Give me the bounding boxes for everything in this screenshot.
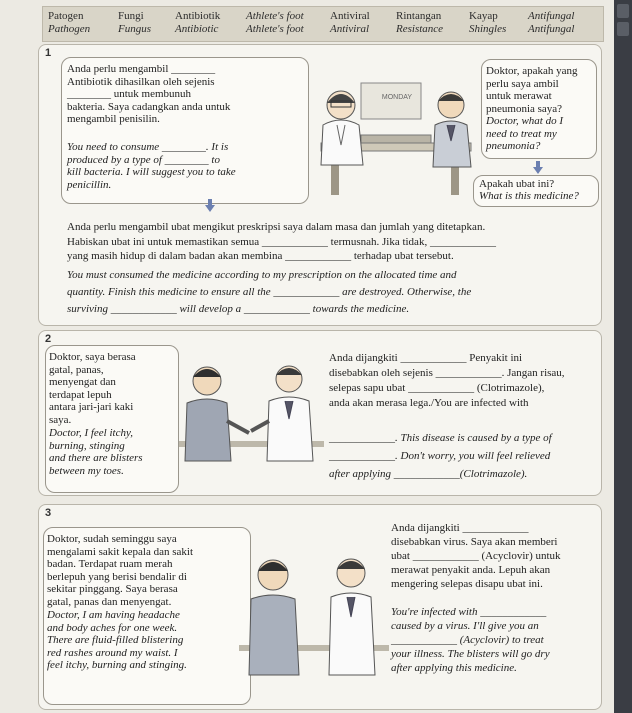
doctor-text: Anda perlu mengambil ________ Antibiotik dihasilkan oleh sejenis ________ untuk membunuh bakteria. Saya cadangkan anda untuk mengambil penisilin.	[67, 63, 231, 125]
word-bank-item: Fungi Fungus	[118, 10, 151, 35]
doctor-text: Anda dijangkiti ____________ disebabkan virus. Saya akan memberi ubat ____________ (Acyclovir) untuk merawat penyakit anda. Lepuh akan mengering selepas disapu ubat ini.	[391, 522, 561, 590]
svg-text:MONDAY: MONDAY	[381, 94, 413, 101]
patient-text-english: Doctor, I am having headache and body aches for one week. There are fluid-filled blistering red rashes around my waist. I feel itchy, burning and stinging.	[47, 609, 187, 671]
question-number: 3	[45, 507, 52, 519]
patient-text: Doktor, apakah yang perlu saya ambil untuk merawat pneumonia saya?	[486, 65, 578, 115]
patient-text-english: Doctor, I feel itchy, burning, stinging and there are blisters between my toes.	[49, 427, 143, 477]
patient-question: Apakah ubat ini?	[479, 178, 555, 190]
question-1-box	[38, 44, 602, 326]
word-bank-item: Kayap Shingles	[469, 10, 507, 35]
doctor-patient-illustration	[179, 351, 324, 476]
doctor-instruction: Anda perlu mengambil ubat mengikut preskripsi saya dalam masa dan jumlah yang ditetapkan. Habiskan ubat ini untuk memastikan semua ____________ termusnah. Jika tidak, ____________ yang masih hidup di dalam badan akan membina ____________ terhadap ubat tersebut.	[67, 221, 496, 262]
word-bank-item: Athlete's foot Athlete's foot	[246, 10, 304, 35]
patient-text-english: Doctor, what do I need to treat my pneumonia?	[486, 115, 563, 152]
screen-edge	[614, 0, 632, 713]
doctor-text-english: ____________. This disease is caused by a type of ____________. Don't worry, you will feel relieved after applying ____________(Clotrimazole).	[329, 432, 552, 480]
arrow-head-icon	[533, 167, 543, 174]
question-2-box	[38, 330, 602, 496]
patient-question-english: What is this medicine?	[479, 190, 579, 202]
doctor-text-english: You're infected with ____________ caused by a virus. I'll give you an ____________ (Acyclovir) to treat your illness. The blisters will go dry after applying this medicine.	[391, 606, 550, 674]
question-3-box	[38, 504, 602, 710]
patient-text: Doktor, sudah seminggu saya mengalami sakit kepala dan sakit badan. Terdapat ruam merah berlepuh yang berisi bendalir di sekitar pinggang. Saya berasa gatal, panas dan menyengat.	[47, 533, 194, 608]
doctor-text-english: You need to consume ________. It is produced by a type of ________ to kill bacteria. I will suggest you to take penicillin.	[67, 141, 236, 191]
word-bank-item: Antifungal Antifungal	[528, 10, 575, 35]
question-number: 1	[45, 47, 52, 59]
wall-sign	[367, 87, 427, 105]
edge-tab	[617, 4, 629, 18]
question-number: 2	[45, 333, 52, 345]
word-bank-item: Rintangan Resistance	[396, 10, 444, 35]
word-bank	[42, 6, 604, 42]
word-bank-item: Antibiotik Antibiotic	[175, 10, 221, 35]
doctor-patient-illustration	[239, 535, 389, 685]
word-bank-item: Patogen Pathogen	[48, 10, 91, 35]
arrow-head-icon	[205, 205, 215, 212]
doctor-text: Anda dijangkiti ____________ Penyakit ini disebabkan oleh sejenis ____________. Jangan risau, selepas sapu ubat ____________ (Clotrimazole), anda akan merasa lega./You are infected with	[329, 352, 565, 409]
doctor-instruction-english: You must consumed the medicine according to my prescription on the allocated time and quantity. Finish this medicine to ensure all the ____________ are destroyed. Otherwise, the surviving ____________ will develop a ____________ towards the medicine.	[67, 269, 472, 315]
word-bank-item: Antiviral Antiviral	[330, 10, 370, 35]
edge-tab	[617, 22, 629, 36]
patient-text: Doktor, saya berasa gatal, panas, menyengat dan terdapat lepuh antara jari-jari kaki saya.	[49, 351, 136, 426]
